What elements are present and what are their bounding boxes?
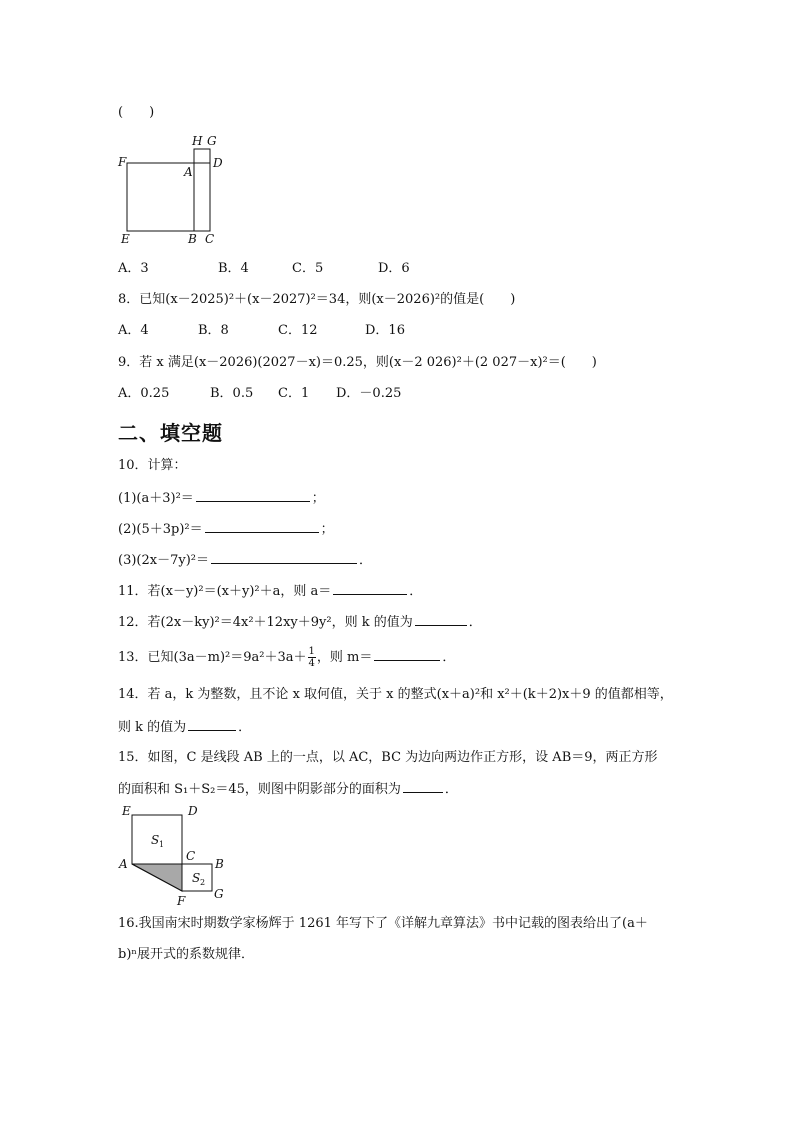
q14-line1: 14．若 a，k 为整数，且不论 x 取何值，关于 x 的整式(x＋a)²和 x²＋(k＋2)x＋9 的值都相等， (118, 687, 673, 702)
q7-strip-bc (194, 149, 210, 231)
q13-text-after: ，则 m＝ (316, 650, 373, 665)
q9-options (118, 385, 401, 403)
q8-stem: 8．已知(x－2025)²＋(x－2027)²＝34，则(x－2026)²的值是( ) (118, 292, 516, 307)
q11-end: ． (409, 584, 423, 599)
q13-fraction (308, 646, 316, 669)
q15-line2 (118, 780, 458, 799)
q10-part3-blank[interactable] (211, 551, 357, 564)
q7-label-a: A (184, 165, 193, 179)
q9-stem: 9．若 x 满足(x－2026)(2027－x)＝0.25，则(x－2 026)²＋(2 027－x)²＝( ) (118, 355, 597, 370)
q7-option-c: C．5 (292, 261, 324, 276)
q7-option-d: D．6 (378, 261, 410, 276)
q12-text: 12．若(2x－ky)²＝4x²＋12xy＋9y²，则 k 的值为 (118, 615, 413, 630)
q7-label-e: E (121, 232, 130, 246)
q13-end: ． (442, 650, 456, 665)
q14-end: ． (238, 720, 252, 735)
q10-part3-text: (3)(2x－7y)²＝ (118, 553, 209, 568)
q8-option-a: A．4 (118, 323, 149, 338)
q15-label-f: F (177, 894, 186, 908)
q10-part2-text: (2)(5＋3p)²＝ (118, 522, 203, 537)
q11-text: 11．若(x－y)²＝(x＋y)²＋a，则 a＝ (118, 584, 332, 599)
q10-part3 (118, 551, 372, 570)
q7-answer-paren: ( ) (118, 105, 155, 120)
q10-part1-text: (1)(a＋3)²＝ (118, 491, 194, 506)
section-heading-fill-blank: 二、填空题 (118, 421, 223, 445)
q15-line1: 15．如图，C 是线段 AB 上的一点，以 AC，BC 为边向两边作正方形，设 AB＝9，两正方形 (118, 750, 658, 765)
q13-fraction-numerator: 1 (308, 646, 315, 657)
q15-label-s1: S (151, 833, 160, 847)
q15-label-g: G (214, 887, 224, 901)
q10-part1-blank[interactable] (196, 489, 310, 502)
q7-label-f: F (118, 155, 127, 169)
q7-label-c: C (205, 232, 215, 246)
q14-blank[interactable] (188, 718, 236, 731)
q10-part2 (118, 520, 334, 539)
q14-line2 (118, 718, 251, 737)
q9-option-c: C．1 (278, 386, 310, 401)
q15-end: ． (444, 782, 458, 797)
q7-label-d: D (213, 156, 223, 170)
q13-text-before: 13．已知(3a－m)²＝9a²＋3a＋ (118, 650, 307, 665)
q8-option-b: B．8 (198, 323, 229, 338)
q8-options (118, 322, 405, 340)
q15-label-s1-sub: 1 (159, 840, 165, 849)
q10-part1 (118, 489, 325, 508)
q13 (118, 644, 455, 672)
q15-label-a: A (119, 857, 128, 871)
q11-blank[interactable] (333, 582, 407, 595)
q8-option-d: D．16 (365, 323, 405, 338)
q15-label-b: B (215, 857, 224, 871)
q7-option-b: B．4 (218, 261, 249, 276)
q9-option-a: A．0.25 (118, 386, 170, 401)
q11 (118, 582, 422, 601)
q7-option-a: A．3 (118, 261, 149, 276)
q7-label-h: H (192, 134, 203, 148)
q7-label-b: B (188, 232, 197, 246)
q7-options (118, 260, 410, 278)
q10-part2-blank[interactable] (205, 520, 319, 533)
q10-part2-end: ； (320, 522, 334, 537)
q15-label-s2: S (192, 871, 201, 885)
q10-part1-end: ； (311, 491, 325, 506)
q13-fraction-denominator: 4 (308, 658, 315, 669)
q15-label-c: C (186, 849, 196, 863)
q10-stem: 10．计算： (118, 458, 187, 473)
q16-line1: 16.我国南宋时期数学家杨辉于 1261 年写下了《详解九章算法》书中记载的图表给出了(a＋ (118, 916, 648, 931)
q15-blank[interactable] (403, 780, 443, 793)
q8-option-c: C．12 (278, 323, 318, 338)
q15-label-s2-sub: 2 (200, 878, 206, 887)
q15-text: 的面积和 S₁＋S₂＝45，则图中阴影部分的面积为 (118, 782, 401, 797)
q15-figure (112, 800, 242, 908)
q12 (118, 613, 482, 632)
q16-line2: b)ⁿ展开式的系数规律． (118, 947, 255, 962)
q10-part3-end: ． (359, 553, 373, 568)
q13-blank[interactable] (374, 648, 440, 661)
q15-label-e: E (122, 804, 131, 818)
q14-text: 则 k 的值为 (118, 720, 187, 735)
q7-figure (112, 132, 232, 248)
q12-end: ． (468, 615, 482, 630)
q9-option-d: D．－0.25 (336, 386, 402, 401)
q7-label-g: G (207, 134, 217, 148)
q9-option-b: B．0.5 (210, 386, 254, 401)
q15-label-d: D (188, 804, 198, 818)
q12-blank[interactable] (415, 613, 467, 626)
